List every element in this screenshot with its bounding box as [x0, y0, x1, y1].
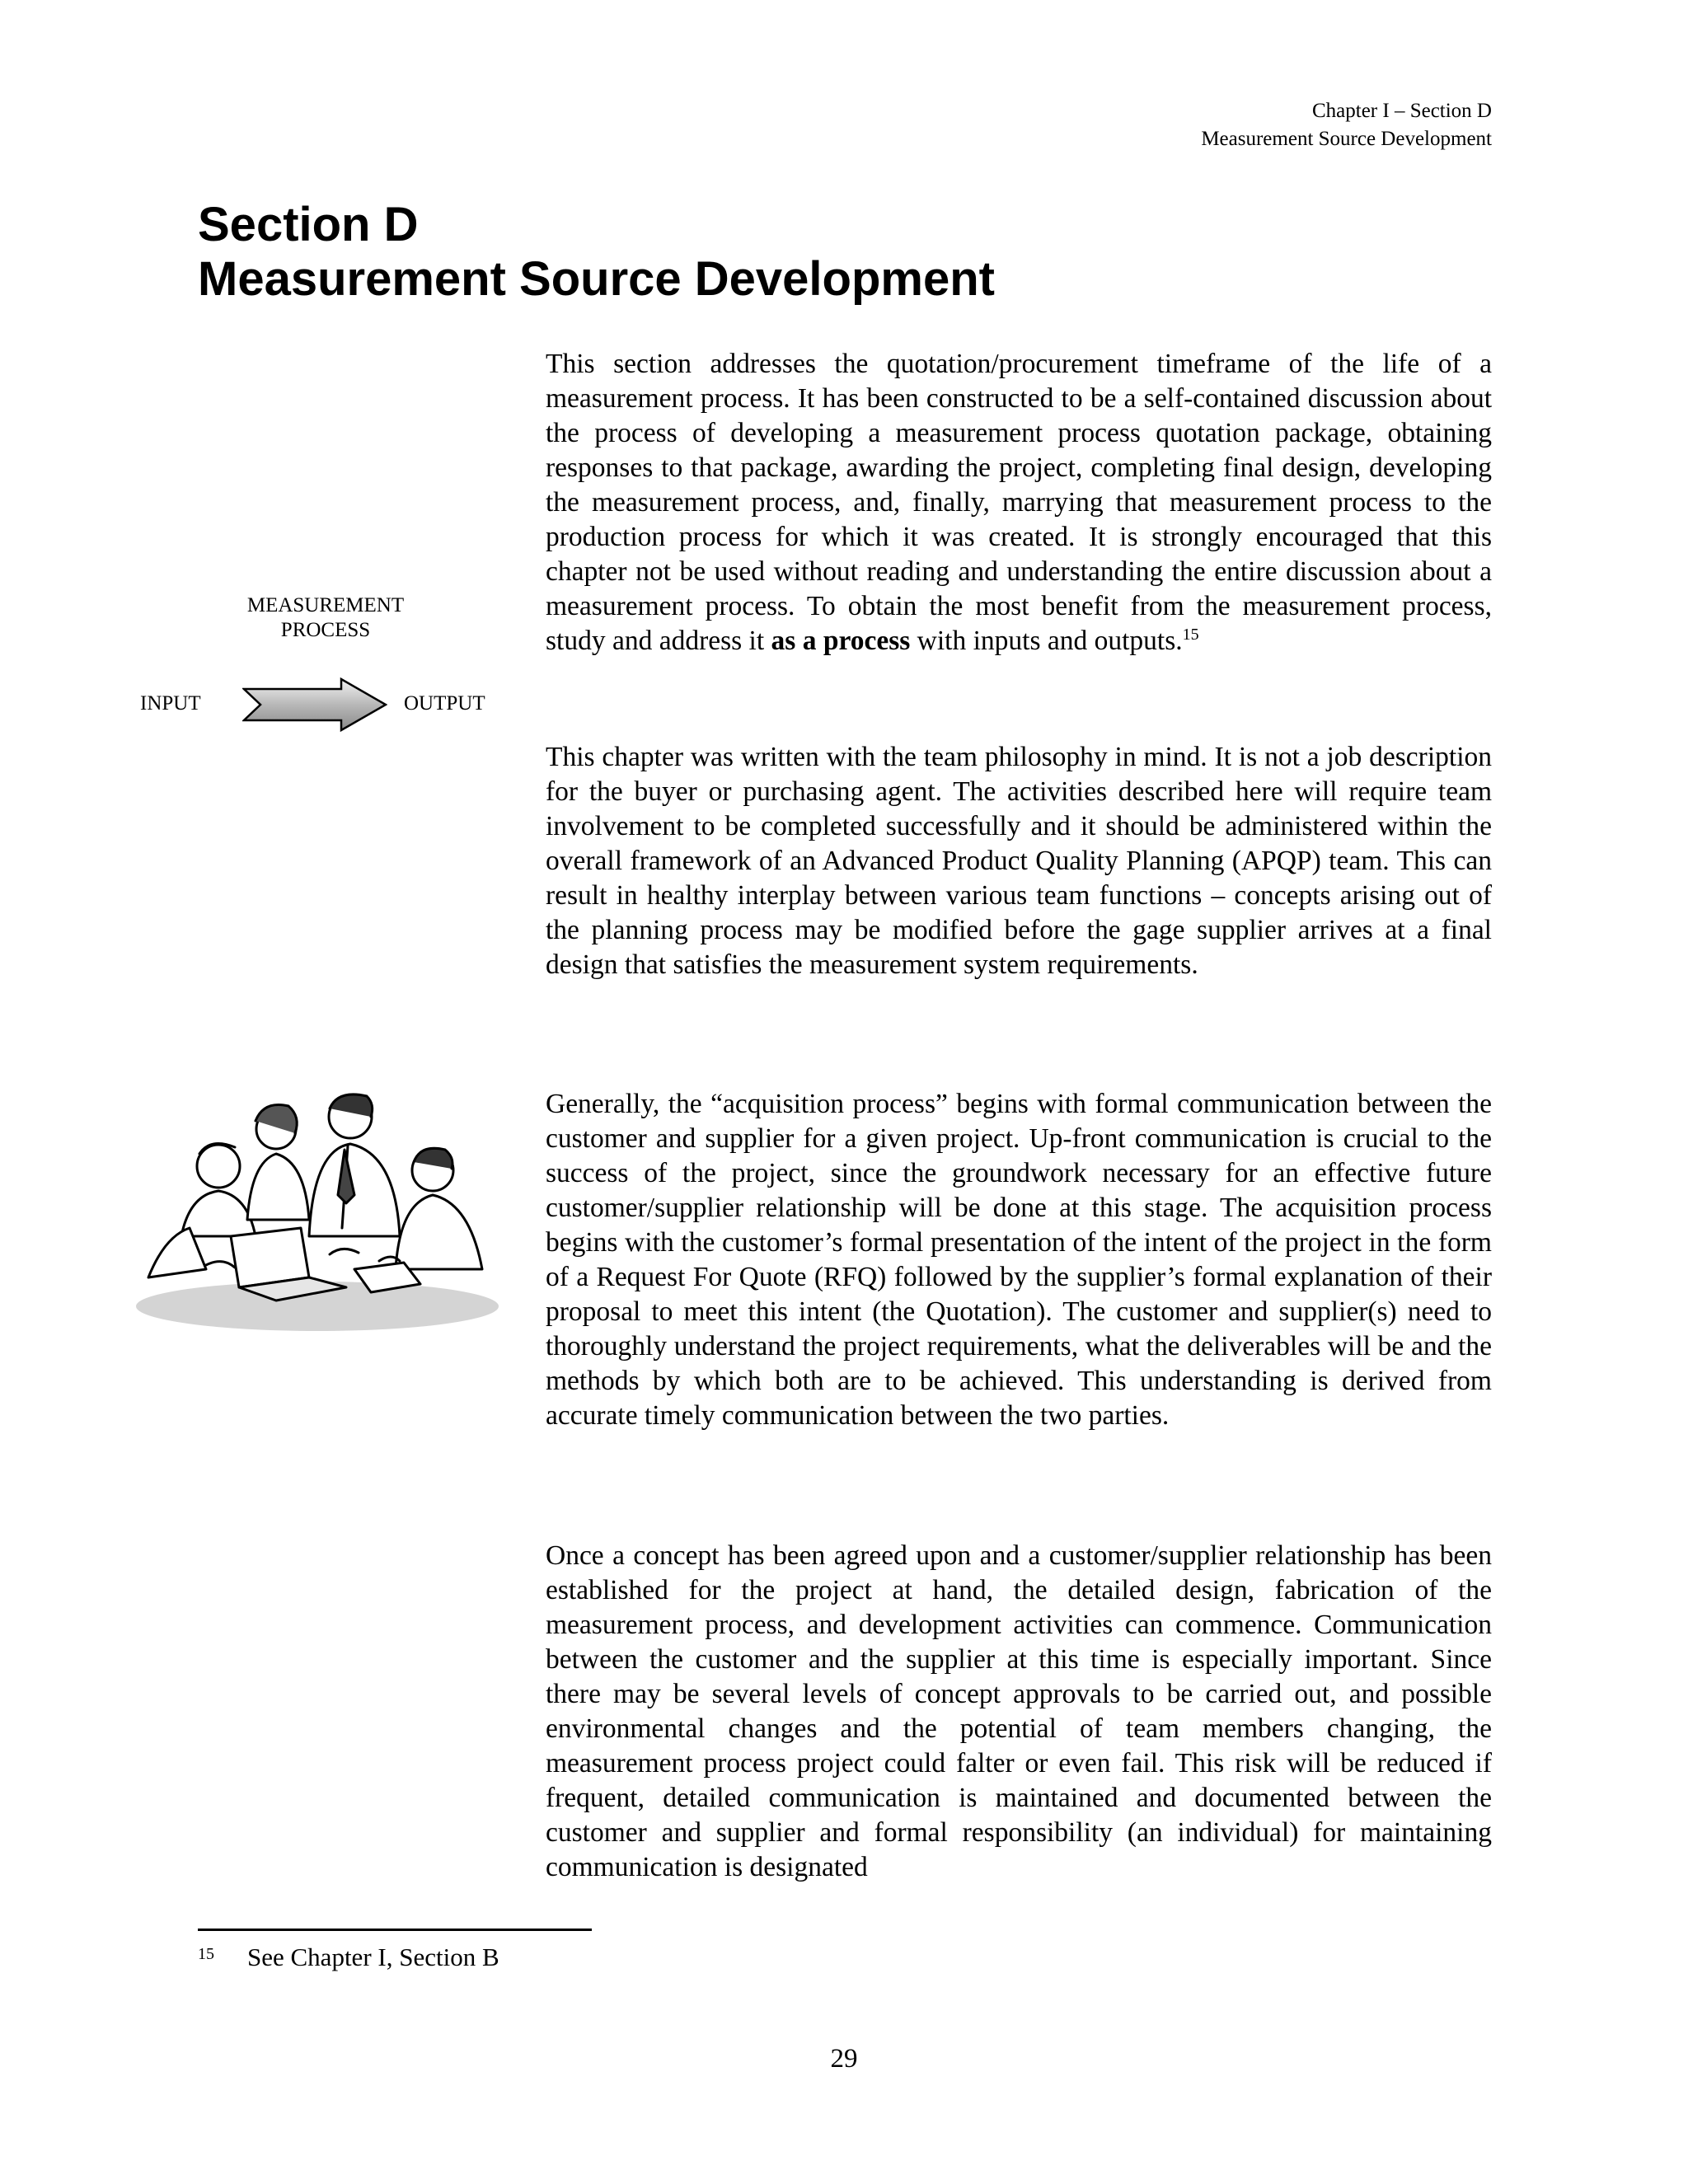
- footnote-marker: 15: [198, 1945, 214, 1963]
- footnote-text: See Chapter I, Section B: [247, 1943, 499, 1971]
- paragraph-intro-emphasis: as a process: [771, 626, 911, 656]
- footnote: [198, 1941, 499, 1974]
- running-header-title: Measurement Source Development: [1201, 128, 1492, 150]
- running-header: [1201, 97, 1492, 153]
- paragraph-intro-text: This section addresses the quotation/procurement timeframe of the life of a measurement process. It has been constructed to be a self-contained discussion about the process of developing a measurement process quotation package, obtaining responses to that package, awarding the project, completing final design, developing the measurement process, and, finally, marrying that measurement process to the production process for which it was created. It is strongly encouraged that this chapter not be used without reading and understanding the entire discussion about a measurement process. To obtain the most benefit from the measurement process, study and address it: [546, 349, 1492, 656]
- paragraph-concept-agreement: Once a concept has been agreed upon and a customer/supplier relationship has been established for the project at hand, the detailed design, fabrication of the measurement process, and development activities can commence. Communication between the customer and the supplier at this time is especially important. Since there may be several levels of concept approvals to be carried out, and possible environmental changes and the potential of team members changing, the measurement process project could falter or even fail. This risk will be reduced if frequent, detailed communication is maintained and documented between the customer and supplier and formal responsibility (an individual) for maintaining communication is designated: [546, 1540, 1492, 1882]
- paragraph-team-philosophy: This chapter was written with the team philosophy in mind. It is not a job description for the buyer or purchasing agent. The activities described here will require team involvement to be completed successfully and it should be administered within the overall framework of an Advanced Product Quality Planning (APQP) team. This can result in healthy interplay between various team functions – concepts arising out of the planning process may be modified before the gage supplier arrives at a final design that satisfies the measurement system requirements.: [546, 742, 1492, 980]
- page-number: 29: [830, 2044, 858, 2074]
- process-label: [231, 593, 420, 643]
- footnote-reference[interactable]: 15: [1182, 625, 1199, 644]
- process-label-line1: MEASUREMENT: [246, 594, 405, 616]
- process-label-line2: PROCESS: [280, 619, 371, 641]
- paragraph-acquisition-process: Generally, the “acquisition process” begins with formal communication between the customer and supplier for a given project. Up-front communication is crucial to the success of the project, since the groundwork necessary for an effective future customer/supplier relationship will be done at this stage. The acquisition process begins with the customer’s formal presentation of the intent of the project in the form of a Request For Quote (RFQ) followed by the supplier’s formal explanation of their proposal to meet this intent (the Quotation). The customer and supplier(s) need to thoroughly understand the project requirements, what the deliverables will be and the methods by which both are to be achieved. This understanding is derived from accurate timely communication between the two parties.: [546, 1089, 1492, 1431]
- section-title-line1: Section D: [198, 198, 419, 251]
- footnote-divider: [198, 1929, 592, 1931]
- team-meeting-icon: [132, 1071, 503, 1335]
- section-title-line2: Measurement Source Development: [198, 252, 995, 306]
- process-arrow-icon: [242, 677, 387, 732]
- running-header-chapter: Chapter I – Section D: [1311, 100, 1492, 122]
- input-label: INPUT: [140, 692, 201, 715]
- paragraph-intro-tail: with inputs and outputs.: [917, 626, 1183, 656]
- paragraph-intro: [546, 347, 1492, 658]
- section-title: [198, 198, 995, 307]
- output-label: OUTPUT: [404, 692, 485, 715]
